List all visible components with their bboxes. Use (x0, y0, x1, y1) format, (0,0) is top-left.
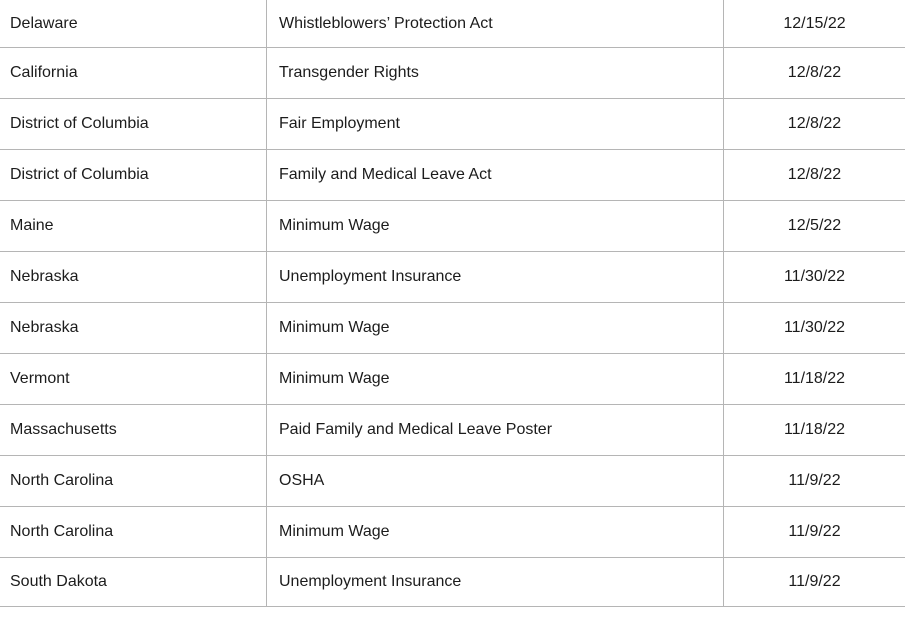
table-row (0, 150, 905, 201)
table-row (0, 0, 905, 48)
date-cell: 12/15/22 (783, 14, 846, 32)
state-cell: North Carolina (0, 507, 267, 557)
topic-cell: Unemployment Insurance (267, 252, 724, 302)
topic-cell: Family and Medical Leave Act (267, 150, 724, 200)
topic-cell: Minimum Wage (267, 354, 724, 404)
table-row (0, 354, 905, 405)
state-cell: Maine (0, 201, 267, 251)
topic-cell: Transgender Rights (267, 48, 724, 98)
date-cell: 11/30/22 (783, 319, 846, 337)
date-cell: 11/30/22 (783, 268, 846, 286)
topic-cell: OSHA (267, 456, 724, 506)
date-cell: 12/8/22 (787, 64, 842, 82)
table-row (0, 99, 905, 150)
date-cell: 12/8/22 (787, 166, 842, 184)
state-cell: Nebraska (0, 252, 267, 302)
date-cell: 11/9/22 (788, 523, 841, 541)
table-row (0, 507, 905, 558)
date-cell: 11/9/22 (788, 573, 841, 591)
state-cell: California (0, 48, 267, 98)
date-cell: 11/18/22 (783, 421, 846, 439)
state-cell: Massachusetts (0, 405, 267, 455)
topic-cell: Unemployment Insurance (267, 558, 724, 606)
topic-cell: Minimum Wage (267, 201, 724, 251)
table-row (0, 201, 905, 252)
topic-cell: Minimum Wage (267, 303, 724, 353)
table-row (0, 303, 905, 354)
date-cell: 11/9/22 (788, 472, 841, 490)
topic-cell: Paid Family and Medical Leave Poster (267, 405, 724, 455)
table-row (0, 252, 905, 303)
state-cell: District of Columbia (0, 150, 267, 200)
table-row (0, 456, 905, 507)
state-cell: Vermont (0, 354, 267, 404)
state-cell: Nebraska (0, 303, 267, 353)
table-row (0, 558, 905, 607)
topic-cell: Whistleblowers’ Protection Act (267, 0, 724, 47)
date-cell: 12/8/22 (787, 115, 842, 133)
date-cell: 11/18/22 (783, 370, 846, 388)
state-cell: South Dakota (0, 558, 267, 606)
state-cell: District of Columbia (0, 99, 267, 149)
table-row (0, 48, 905, 99)
state-cell: Delaware (0, 0, 267, 47)
topic-cell: Minimum Wage (267, 507, 724, 557)
table-row (0, 405, 905, 456)
date-cell: 12/5/22 (787, 217, 842, 235)
topic-cell: Fair Employment (267, 99, 724, 149)
state-cell: North Carolina (0, 456, 267, 506)
